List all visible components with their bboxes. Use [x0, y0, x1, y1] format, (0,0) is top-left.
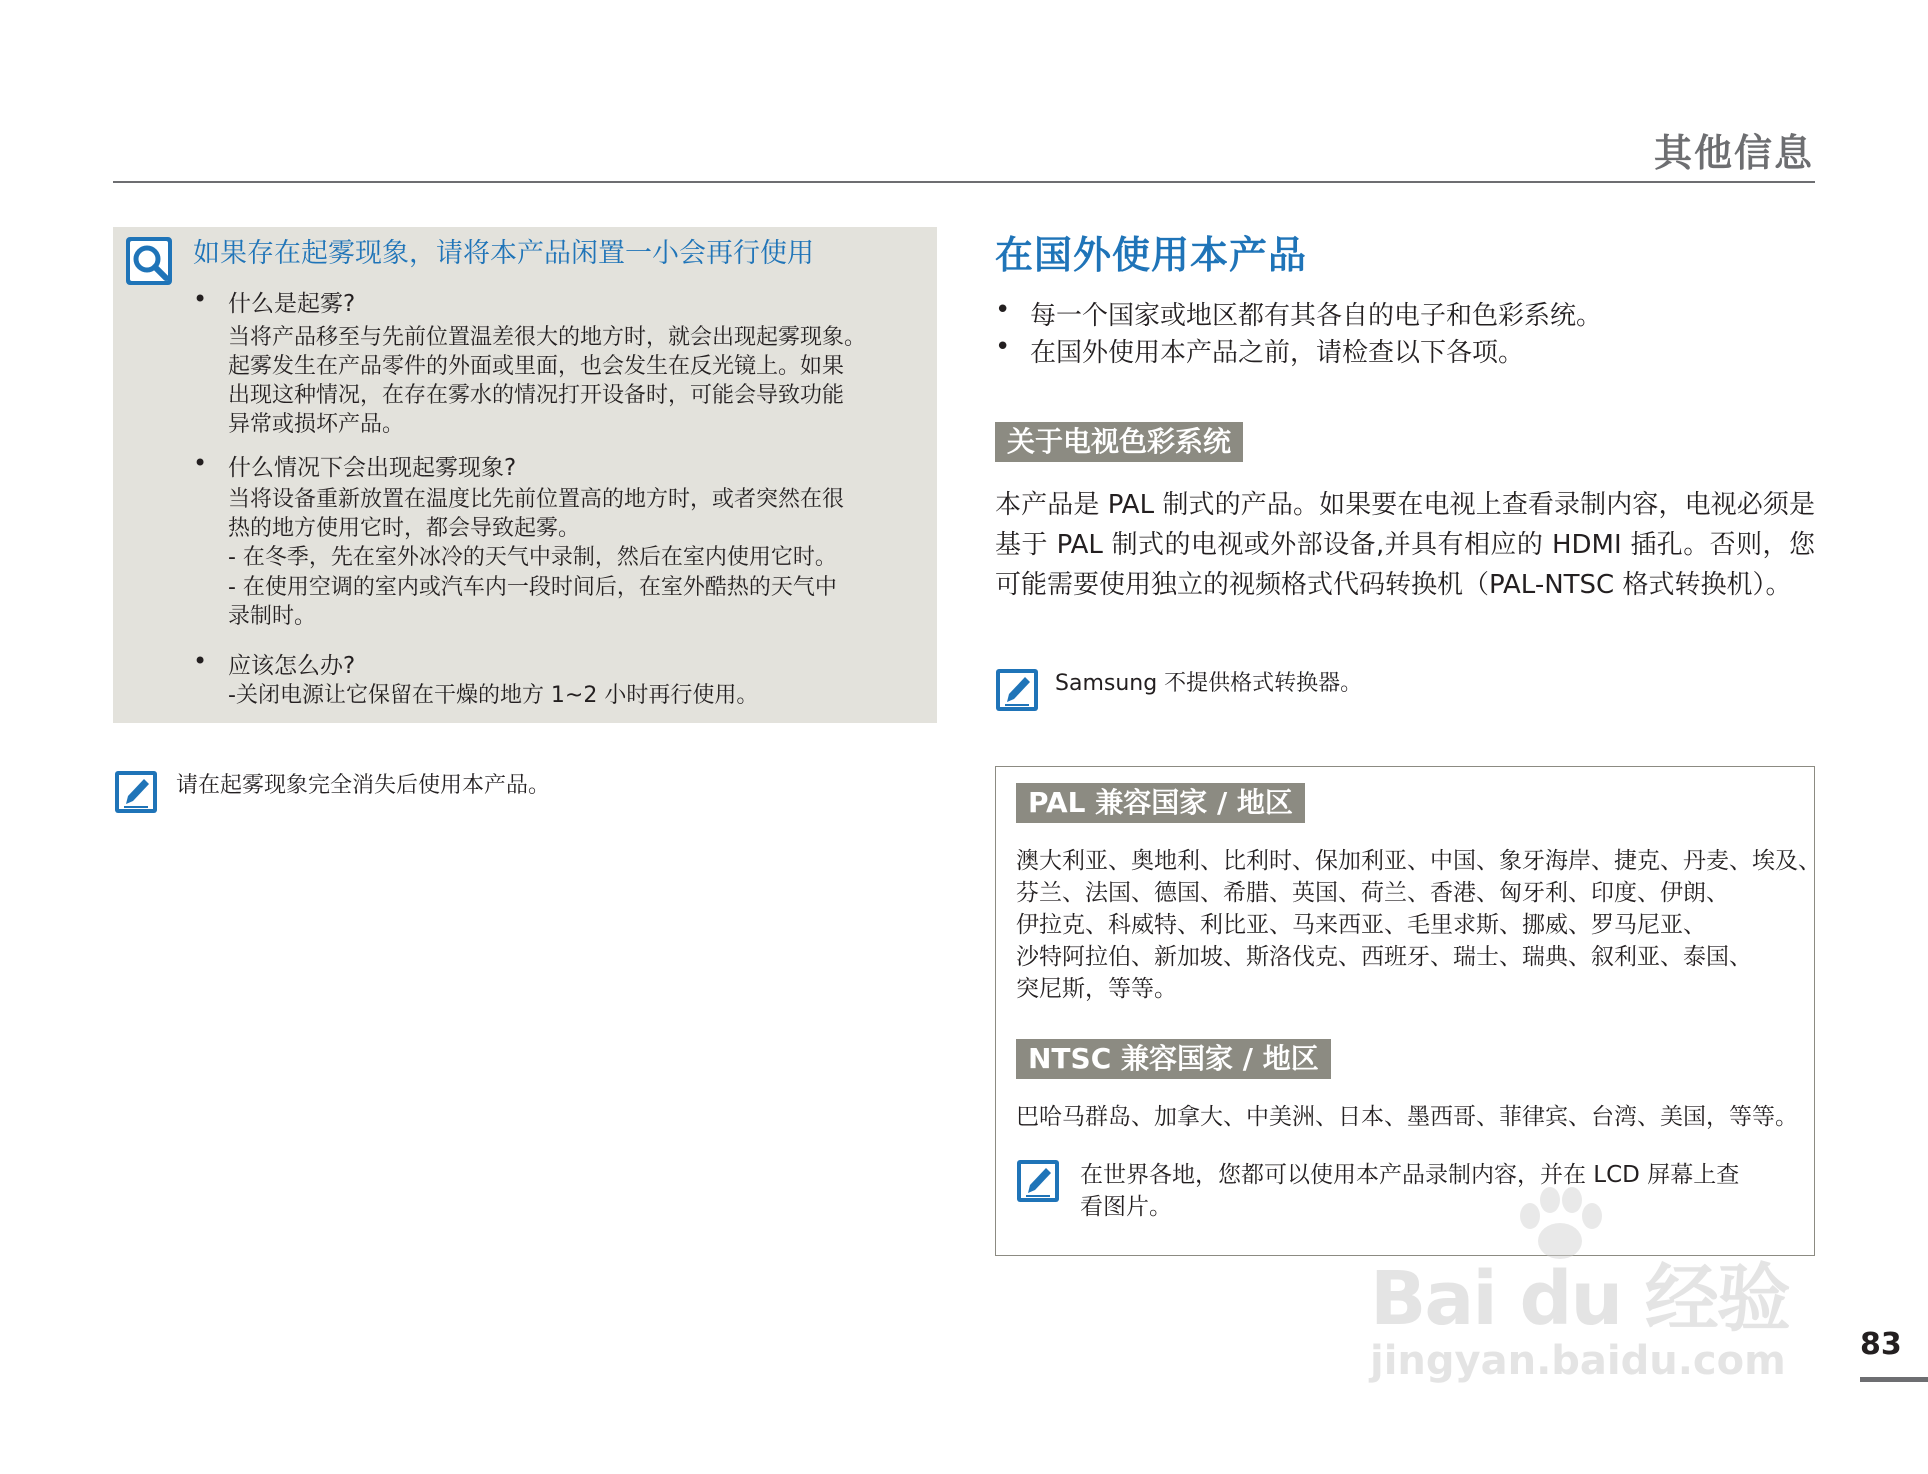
bullet-icon: •	[193, 285, 208, 313]
dash-item: 录制时。	[228, 604, 317, 629]
pal-country-line: 芬兰、法国、德国、希腊、英国、荷兰、香港、匈牙利、印度、伊朗、	[1016, 880, 1729, 906]
baidu-watermark: Bai du 经验	[1370, 1256, 1789, 1342]
overseas-bullet: 每一个国家或地区都有其各自的电子和色彩系统。	[1030, 301, 1603, 331]
bullet-icon: •	[995, 332, 1011, 362]
ntsc-countries-tag: NTSC 兼容国家 / 地区	[1016, 1039, 1331, 1079]
dash-item: - 在冬季，先在室外冰冷的天气中录制，然后在室内使用它时。	[228, 545, 837, 570]
pal-countries-tag: PAL 兼容国家 / 地区	[1016, 783, 1305, 823]
note-pencil-icon	[995, 668, 1039, 712]
header-divider	[113, 181, 1815, 183]
answer-line: 当将设备重新放置在温度比先前位置高的地方时，或者突然在很	[228, 487, 845, 512]
bullet-icon: •	[995, 295, 1011, 325]
country-compat-box	[995, 766, 1821, 1256]
fog-info-box	[113, 227, 937, 723]
page-number-rule	[1860, 1377, 1928, 1382]
tv-system-tag: 关于电视色彩系统	[995, 422, 1243, 462]
question-what-to-do: 应该怎么办?	[228, 653, 356, 679]
answer-line: 当将产品移至与先前位置温差很大的地方时，就会出现起雾现象。	[228, 325, 867, 350]
answer-line: 出现这种情况，在存在雾水的情况打开设备时，可能会导致功能	[228, 383, 845, 408]
left-note-text: 请在起雾现象完全消失后使用本产品。	[176, 773, 551, 798]
pal-country-line: 伊拉克、科威特、利比亚、马来西亚、毛里求斯、挪威、罗马尼亚、	[1016, 912, 1706, 938]
pal-country-line: 澳大利亚、奥地利、比利时、保加利亚、中国、象牙海岸、捷克、丹麦、埃及、	[1016, 848, 1821, 874]
converter-note-text: Samsung 不提供格式转换器。	[1055, 671, 1363, 696]
answer-line: 起雾发生在产品零件的外面或里面，也会发生在反光镜上。如果	[228, 354, 845, 379]
overseas-bullet: 在国外使用本产品之前，请检查以下各项。	[1030, 338, 1525, 368]
dash-item: - 在使用空调的室内或汽车内一段时间后，在室外酷热的天气中	[228, 575, 837, 600]
note-pencil-icon	[1016, 1159, 1060, 1203]
fog-box-title: 如果存在起雾现象，请将本产品闲置一小会再行使用	[193, 238, 814, 269]
page-number: 83	[1860, 1327, 1902, 1362]
note-pencil-icon	[114, 770, 158, 814]
pal-country-line: 突尼斯，等等。	[1016, 976, 1177, 1002]
pal-country-line: 沙特阿拉伯、新加坡、斯洛伐克、西班牙、瑞士、瑞典、叙利亚、泰国、	[1016, 944, 1752, 970]
ntsc-country-line: 巴哈马群岛、加拿大、中美洲、日本、墨西哥、菲律宾、台湾、美国，等等。	[1016, 1104, 1798, 1130]
overseas-heading: 在国外使用本产品	[995, 233, 1308, 277]
baidu-watermark-url: jingyan.baidu.com	[1370, 1338, 1786, 1384]
world-note-line: 在世界各地，您都可以使用本产品录制内容，并在 LCD 屏幕上查	[1080, 1162, 1740, 1188]
answer-line: 热的地方使用它时，都会导致起雾。	[228, 516, 581, 541]
world-note-line: 看图片。	[1080, 1194, 1172, 1220]
answer-line: 异常或损坏产品。	[228, 412, 405, 437]
tv-system-paragraph: 本产品是 PAL 制式的产品。如果要在电视上查看录制内容，电视必须是基于 PAL 制式的电视或外部设备,并具有相应的 HDMI 插孔。否则，您可能需要使用独立的视频格式代码转换机（PAL-NTSC 格式转换机）。	[995, 490, 1815, 600]
bullet-icon: •	[193, 449, 208, 477]
magnifier-icon	[125, 233, 173, 289]
answer-line: -关闭电源让它保留在干燥的地方 1~2 小时再行使用。	[228, 683, 759, 708]
question-when-fog: 什么情况下会出现起雾现象?	[228, 455, 517, 481]
section-title: 其他信息	[1653, 131, 1814, 175]
question-what-is-fog: 什么是起雾?	[228, 291, 356, 317]
bullet-icon: •	[193, 647, 208, 675]
